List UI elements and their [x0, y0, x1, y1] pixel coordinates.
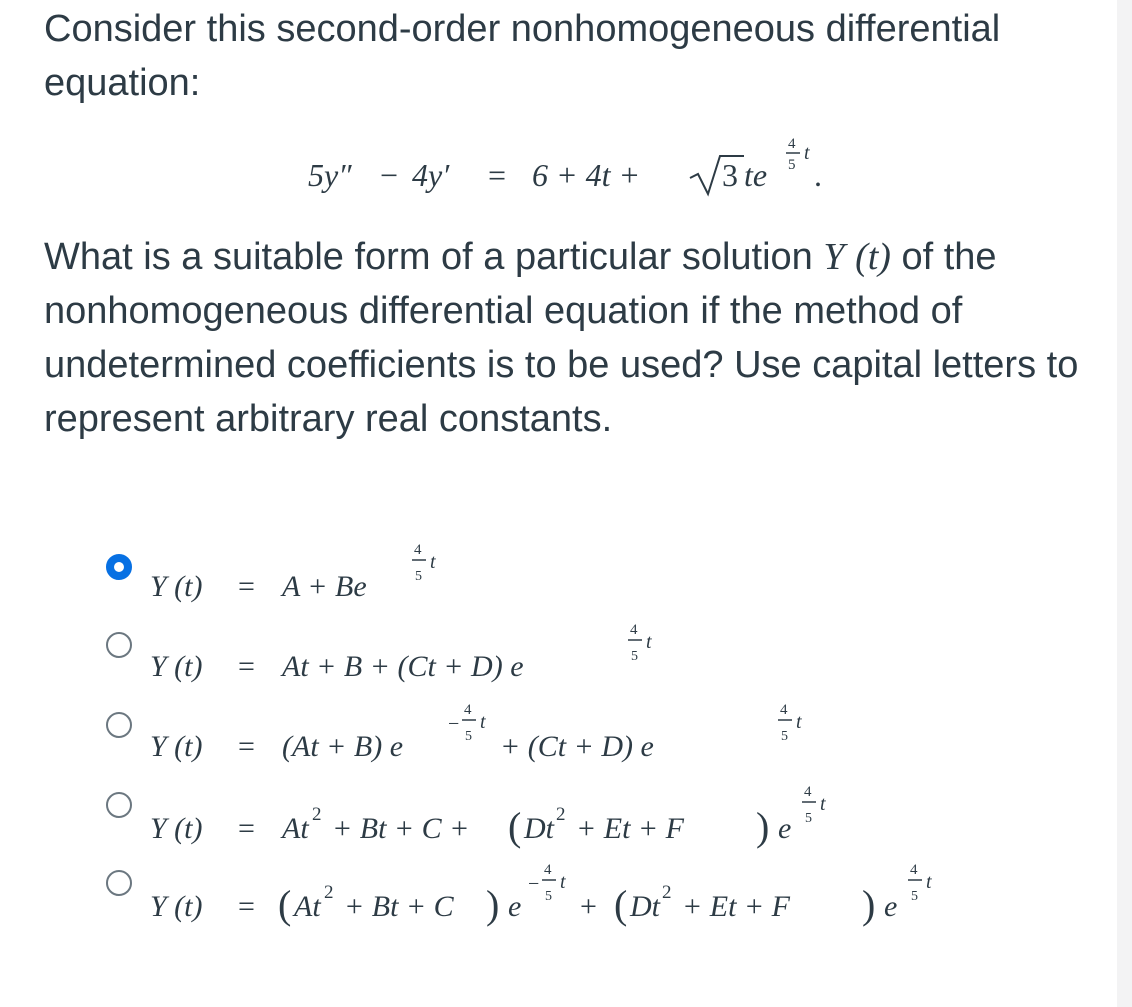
option-5-paren-open-1: ( — [278, 882, 292, 927]
intro-text: Consider this second-order nonhomogeneous differential equation: — [44, 8, 1001, 104]
eq-rhs: 6 + 4t + — [532, 157, 641, 193]
question-text — [44, 230, 1104, 446]
question-part1: What is a suitable form of a particular solution — [44, 236, 824, 278]
question-part2: of the nonhomogeneous differential equation if the method of undetermined coefficients is to be used? Use capital letters to represent arbitrary real constants. — [44, 236, 1079, 440]
option-5-term-c-sup: 2 — [662, 882, 672, 903]
option-1-exp-den: 5 — [415, 569, 422, 584]
option-3-exp2-var: t — [796, 711, 802, 733]
eq-sqrt-arg: 3 — [722, 157, 738, 193]
eq-te: te — [744, 157, 768, 193]
option-equals: = — [238, 730, 255, 763]
answer-option-4[interactable] — [100, 780, 1080, 850]
option-3-exp2-num: 4 — [780, 702, 788, 718]
answer-option-1[interactable] — [100, 540, 1080, 610]
option-3-exp2-den: 5 — [781, 729, 788, 744]
question-Y: Y — [823, 236, 845, 278]
option-4-exp-den: 5 — [805, 811, 812, 826]
option-4-exp-var: t — [820, 793, 826, 815]
option-equals: = — [238, 890, 255, 923]
option-lhs: Y (t) — [150, 570, 203, 603]
option-lhs: Y (t) — [150, 730, 203, 763]
answer-option-2[interactable] — [100, 620, 1080, 690]
option-4-term-a: At — [282, 812, 309, 845]
radio-button[interactable] — [106, 632, 132, 658]
option-2-exp-num: 4 — [630, 622, 638, 638]
option-1-exp-num: 4 — [414, 542, 422, 558]
option-4-term-e: e — [778, 812, 792, 845]
option-5-exp1-var: t — [560, 871, 566, 893]
option-5-term-a-sup: 2 — [324, 882, 334, 903]
option-3-exp1-num: 4 — [464, 702, 472, 718]
eq-lhs-y2: 5y″ — [308, 157, 352, 193]
option-3-exp1-var: t — [480, 711, 486, 733]
radio-button[interactable] — [106, 870, 132, 896]
option-3-exp1-den: 5 — [465, 729, 472, 744]
option-5-exp1-num: 4 — [544, 862, 552, 878]
option-5-term-c: Dt — [630, 890, 660, 923]
differential-equation — [308, 128, 848, 198]
option-4-term-b: + Bt + C + — [332, 812, 470, 845]
option-1-exp-var: t — [430, 551, 436, 573]
option-4-term-c-sup: 2 — [556, 804, 566, 825]
page-edge-gutter — [1117, 0, 1132, 1007]
option-4-term-d: + Et + F — [576, 812, 684, 845]
option-4-paren-open: ( — [508, 804, 522, 849]
option-5-exp1-sign: − — [528, 873, 540, 895]
eq-period: . — [814, 157, 822, 193]
option-equals: = — [238, 650, 255, 683]
option-5-e2: e — [884, 890, 898, 923]
option-5-plus: + — [580, 890, 597, 923]
option-5-paren-open-2: ( — [614, 882, 628, 927]
option-lhs: Y (t) — [150, 650, 203, 683]
option-4-exp-num: 4 — [804, 784, 812, 800]
option-1-term: A + Be — [282, 570, 367, 603]
option-5-exp2-den: 5 — [911, 889, 918, 904]
option-2-formula — [144, 620, 744, 690]
eq-minus: − — [380, 157, 399, 193]
option-4-term-a-sup: 2 — [312, 804, 322, 825]
eq-equals: = — [488, 157, 507, 193]
option-equals: = — [238, 812, 255, 845]
option-5-term-b: + Bt + C — [344, 890, 454, 923]
option-2-exp-var: t — [646, 631, 652, 653]
option-5-term-a: At — [294, 890, 321, 923]
option-4-formula — [144, 780, 944, 850]
radio-button[interactable] — [106, 712, 132, 738]
option-3-term-b: + (Ct + D) e — [500, 730, 654, 763]
eq-exp-num: 4 — [788, 136, 796, 152]
option-3-formula — [144, 700, 844, 770]
option-5-term-d: + Et + F — [682, 890, 790, 923]
eq-exp-var: t — [804, 142, 810, 164]
option-1-formula — [144, 540, 644, 610]
option-4-paren-close: ) — [756, 804, 770, 849]
radio-button-selected[interactable] — [106, 554, 132, 580]
radio-button[interactable] — [106, 792, 132, 818]
option-5-paren-close-2: ) — [862, 882, 876, 927]
eq-exp-den: 5 — [788, 157, 796, 173]
option-2-exp-den: 5 — [631, 649, 638, 664]
option-5-formula — [144, 858, 1044, 938]
option-3-term-a: (At + B) e — [282, 730, 404, 763]
option-3-exp1-sign: − — [448, 713, 460, 735]
option-5-exp2-var: t — [926, 871, 932, 893]
question-t: (t) — [855, 236, 891, 278]
option-equals: = — [238, 570, 255, 603]
option-4-term-c: Dt — [524, 812, 554, 845]
option-lhs: Y (t) — [150, 812, 203, 845]
answer-option-3[interactable] — [100, 700, 1080, 770]
answer-option-5[interactable] — [100, 858, 1080, 928]
option-5-exp1-den: 5 — [545, 889, 552, 904]
option-2-term: At + B + (Ct + D) e — [282, 650, 524, 683]
option-5-paren-close-1: ) — [486, 882, 500, 927]
eq-lhs-y1: 4y′ — [412, 157, 450, 193]
option-lhs: Y (t) — [150, 890, 203, 923]
option-5-exp2-num: 4 — [910, 862, 918, 878]
option-5-e1: e — [508, 890, 522, 923]
